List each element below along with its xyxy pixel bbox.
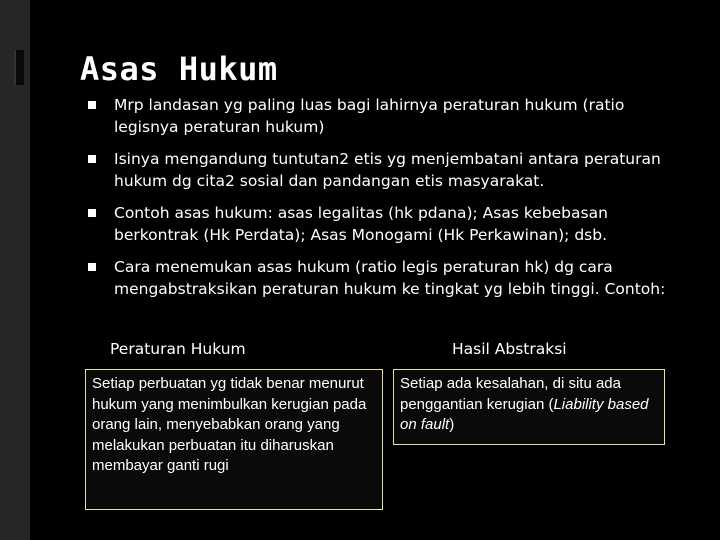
right-box-text-start: Setiap ada kesalahan, di situ ada penggantian kerugian ( <box>400 375 621 413</box>
column-heading-left: Peraturan Hukum <box>110 340 246 358</box>
bullet-text: Mrp landasan yg paling luas bagi lahirnya peraturan hukum (ratio legisnya peraturan hukum) <box>114 96 625 136</box>
bullet-text: Cara menemukan asas hukum (ratio legis peraturan hk) dg cara mengabstraksikan peraturan hukum ke tingkat yg lebih tinggi. Contoh: <box>114 258 666 298</box>
bullet-list <box>88 95 678 311</box>
bullet-item <box>88 203 678 246</box>
bullet-item <box>88 149 678 192</box>
bullet-item <box>88 95 678 138</box>
right-box-italic-text: Liability based on fault <box>400 395 649 433</box>
bullet-text: Isinya mengandung tuntutan2 etis yg menjembatani antara peraturan hukum dg cita2 sosial dan pandangan etis masyarakat. <box>114 150 661 190</box>
square-bullet-icon <box>88 263 96 271</box>
bullet-text: Contoh asas hukum: asas legalitas (hk pdana); Asas kebebasan berkontrak (Hk Perdata); Asas Monogami (Hk Perkawinan); dsb. <box>114 204 608 244</box>
slide-title: Asas Hukum <box>80 50 278 88</box>
left-text-box <box>85 369 383 510</box>
right-text-box <box>393 369 665 445</box>
bullet-item <box>88 257 678 300</box>
square-bullet-icon <box>88 155 96 163</box>
square-bullet-icon <box>88 209 96 217</box>
right-box-text-end: ) <box>449 416 455 433</box>
accent-bar <box>14 50 24 85</box>
square-bullet-icon <box>88 101 96 109</box>
column-heading-right: Hasil Abstraksi <box>452 340 567 358</box>
left-box-text: Setiap perbuatan yg tidak benar menurut hukum yang menimbulkan kerugian pada orang lain, menyebabkan orang yang melakukan perbuatan itu diharuskan membayar ganti rugi <box>92 375 367 474</box>
